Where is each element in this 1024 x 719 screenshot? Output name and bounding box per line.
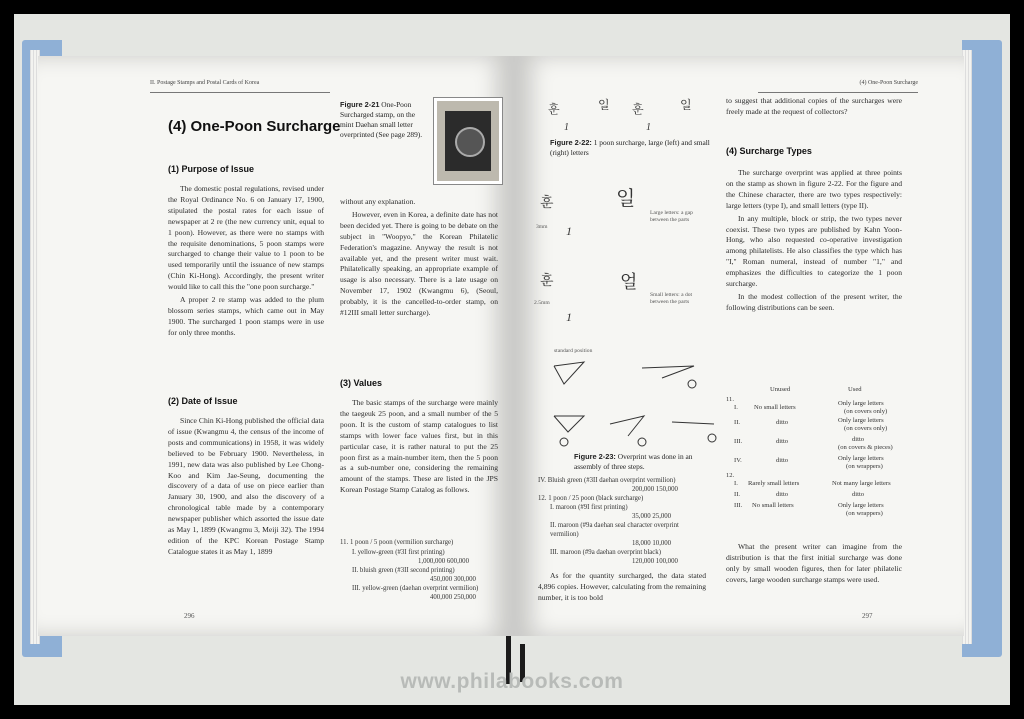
right-column-text [340,197,498,321]
running-head-left: II. Postage Stamps and Postal Cards of Korea [150,80,260,86]
figure-2-22-text: 1 poon surcharge, large (left) and small (right) letters [550,138,710,157]
purpose-paragraph-1: The domestic postal regulations, revised under the Royal Ordinance No. 6 on January 17, 1900, stipulated the postal rates for each issue of newspaper at 2 re (the new currency unit, equal to 1 poon). However, as there were no stamps with the requisite denominations, 5 poon stamps were surcharged to change their value to 1 poon to be used temporarily until the issuance of new stamps (Chin Ki-Hong). Accordingly, the present writer would like to call this the "one poon surcharge." [168,184,324,292]
types-paragraph-1: The surcharge overprint was applied at three points on the stamp as shown in figure 2-22. For the figure and the Chinese character, there are two types respectively: large letters (type I), and small letters (type II). [726,168,902,210]
right-col-paragraph-2: However, even in Korea, a definite date has not been decided yet. There is going to be debate on the subject in "Woopyo," the Korean Philatelic Federation's magazine. Anyway the result is not available yet, and the present writer must wait. Philatelically speaking, an appropriate example of usage is also necessary. There is a late usage on November 17, 1902 (Kwangmu 6), (Seoul, probably, it is the cancelled-to-order stamp, on #12III small letter surcharge). [340,209,498,318]
types-paragraph-3: In the modest collection of the present writer, the following distributions can be seen. [726,291,902,312]
list-line: I. yellow-green (#3I first printing) [352,549,445,556]
standard-position-label: standard position [554,348,593,354]
distribution-table [726,386,902,519]
purpose-paragraph-2: A proper 2 re stamp was added to the plum blossom series stamps, which came out in May 1900. The surcharged 1 poon stamps were in use for only three months. [168,295,324,337]
table-row [726,453,902,472]
surcharge-glyph: 일 [680,98,692,112]
table-row [726,491,902,500]
header-rule-right [758,92,918,93]
row-num: 12. [726,472,735,479]
values-paragraph: The basic stamps of the surcharge were mainly the taegeuk 25 poon, and a small number of the 5 poon. It is the custom of stamp catalogues to list stamps with lower face values first, but in this particular case, it is rather natural to put the 25 poon first as a main-number item, then the 5 poon as a sub-number one, considering the remaining amount of the stamps. These are listed in the JPS Korean Postage Stamp Catalog as follows. [340,398,498,495]
list-line: 35,000 25,000 [632,513,672,520]
list-line: I. maroon (#9I first printing) [550,504,628,511]
row-roman: II. [734,491,741,498]
list-line: 1,000,000 600,000 [418,558,469,565]
additional-copies-text [726,96,902,120]
small-numeral: 1 [566,310,572,324]
list-line: 400,000 250,000 [430,594,476,601]
conclusion-text [726,542,902,588]
row-note: (on covers only) [844,425,888,432]
row-used: Only large letters [838,455,884,462]
list-line: 200,000 150,000 [632,486,678,493]
list-line: III. yellow-green (daehan overprint vermilion) [352,585,479,592]
page-number-left: 296 [184,612,195,620]
table-header [726,386,902,396]
surcharge-glyph: 훈 [632,102,644,116]
row-roman: III. [734,438,743,445]
large-glyph: 일 [616,188,636,210]
date-paragraph: Since Chin Ki-Hong published the official data of issue (Kwangmu 4, the census of the income of posts and communications) in 1958, it was widely believed to be February 1900. Nevertheless, in 1991, new data was also published by Lee Chong-Koo and Kim Jae-Seung, documenting the discovery of a data of use on piece earlier than January 30, 1900, and also the discovery of a chronological table made by a contemporary newspaper publisher which assorted the issue date as May 1, 1899 (Kwangmu 3, Meiji 32). The 1994 edition of the KPC Korean Postage Stamp Catalogue states it as May 1, 1899 [168,416,324,556]
list-line: 11. 1 poon / 5 poon (vermilion surcharge) [340,539,454,546]
row-num: 11. [726,396,734,403]
running-head-right: (4) One-Poon Surcharge [859,80,918,86]
row-used: Only large letters [838,417,884,424]
right-page [514,56,964,636]
list-line: II. bluish green (#3II second printing) [352,567,455,574]
figure-2-21-caption [340,100,430,140]
table-row [726,415,902,434]
row-note: (on covers only) [844,408,888,415]
stamp-image [434,98,502,184]
row-unused: No small letters [752,502,794,509]
date-text [168,416,324,560]
row-used: Only large letters [838,400,884,407]
table-header-unused: Unused [770,386,791,393]
row-roman: I. [734,480,738,487]
large-letters-note: Large letters: a gap between the parts [650,210,693,223]
row-unused: ditto [776,438,789,445]
list-line: 18,000 10,000 [632,540,672,547]
date-heading: (2) Date of Issue [168,396,238,406]
small-glyph: 훈 [540,274,554,289]
table-row [726,396,902,415]
types-paragraph-2: In any multiple, block or strip, the two types never coexist. These two types are published by Kahn Yoon-Hong, who also requested co-operative investigation among philatelists. He also classifies the type which has "I," Roman numeral, instead of number "1," and emphasizes the difficulties to categorize the 1 poon surcharge. [726,213,902,289]
header-rule-left [150,92,330,93]
large-numeral: 1 [566,224,572,238]
mm-label: 2.5mm [534,300,550,306]
table-row [726,472,902,491]
watermark: www.philabooks.com [400,670,624,693]
stamp-design [445,111,491,171]
taegeuk-emblem [455,127,485,157]
overprint-steps-diagram [544,356,724,448]
figure-2-21-label: Figure 2-21 [340,100,380,109]
additional-copies-paragraph: to suggest that additional copies of the surcharges were freely made at the request of collectors? [726,96,902,116]
row-unused: ditto [776,419,789,426]
surcharge-glyph: 훈 [548,102,560,116]
purpose-text [168,184,324,341]
table-row [726,434,902,453]
row-unused: ditto [776,457,789,464]
types-text [726,168,902,316]
row-unused: No small letters [754,404,796,411]
figure-2-23-label: Figure 2-23: [574,452,616,461]
values-text [340,398,498,498]
values-heading: (3) Values [340,378,383,388]
small-letters-note: Small letters: a dot between the parts [650,292,693,305]
right-col-paragraph-1: without any explanation. [340,197,416,206]
list-line: IV. Bluish green (#3II daehan overprint vermilion) [538,477,676,484]
quantity-text [538,571,706,606]
row-roman: IV. [734,457,742,464]
figure-2-22-caption [550,138,710,158]
row-roman: III. [734,502,743,509]
surcharge-numeral: 1 [564,122,569,133]
surcharge-numeral: 1 [646,122,651,133]
mm-label: 3mm [536,224,548,230]
chapter-title: (4) One-Poon Surcharge [168,118,341,135]
row-unused: Rarely small letters [748,480,800,487]
row-roman: I. [734,404,738,411]
row-used: ditto [852,436,865,443]
list-line: III. maroon (#9a daehan overprint black) [550,549,661,556]
small-glyph: 얼 [620,272,638,292]
list-line: 450,000 300,000 [430,576,476,583]
row-note: (on covers & pieces) [838,444,893,451]
list-line: 120,000 100,000 [632,558,678,565]
types-heading: (4) Surcharge Types [726,146,812,156]
left-page [38,56,514,636]
row-used: ditto [852,491,865,498]
list-line: II. maroon (#9a daehan seal character overprint vermilion) [550,522,679,538]
large-glyph: 훈 [540,196,554,211]
row-note: (on wrappers) [846,463,883,470]
row-used: Only large letters [838,502,884,509]
conclusion-paragraph: What the present writer can imagine from the distribution is that the first initial surcharge was done only by small wooden figures, then for later philatelic covers, large wooden surcharge stamps were used. [726,542,902,584]
row-unused: ditto [776,491,789,498]
quantity-paragraph: As for the quantity surcharged, the data stated 4,896 copies. However, calculating from the remaining number, it is too bold [538,571,706,602]
page-number-right: 297 [862,612,873,620]
table-header-used: Used [848,386,862,393]
purpose-heading: (1) Purpose of Issue [168,164,255,174]
figure-2-22-label: Figure 2-22: [550,138,592,147]
figure-2-21-text: One-Poon Surcharged stamp, on the mint Daehan small letter overprinted (See page 289). [340,100,423,139]
surcharge-glyph: 일 [598,98,610,112]
figure-2-23-text: Overprint was done in an assembly of three steps. [574,452,693,471]
row-roman: II. [734,419,741,426]
table-row [726,500,902,519]
list-line: 12. 1 poon / 25 poon (black surcharge) [538,495,644,502]
row-note: (on wrappers) [846,510,883,517]
row-used: Not many large letters [832,480,891,487]
figure-2-23-caption [574,452,714,472]
